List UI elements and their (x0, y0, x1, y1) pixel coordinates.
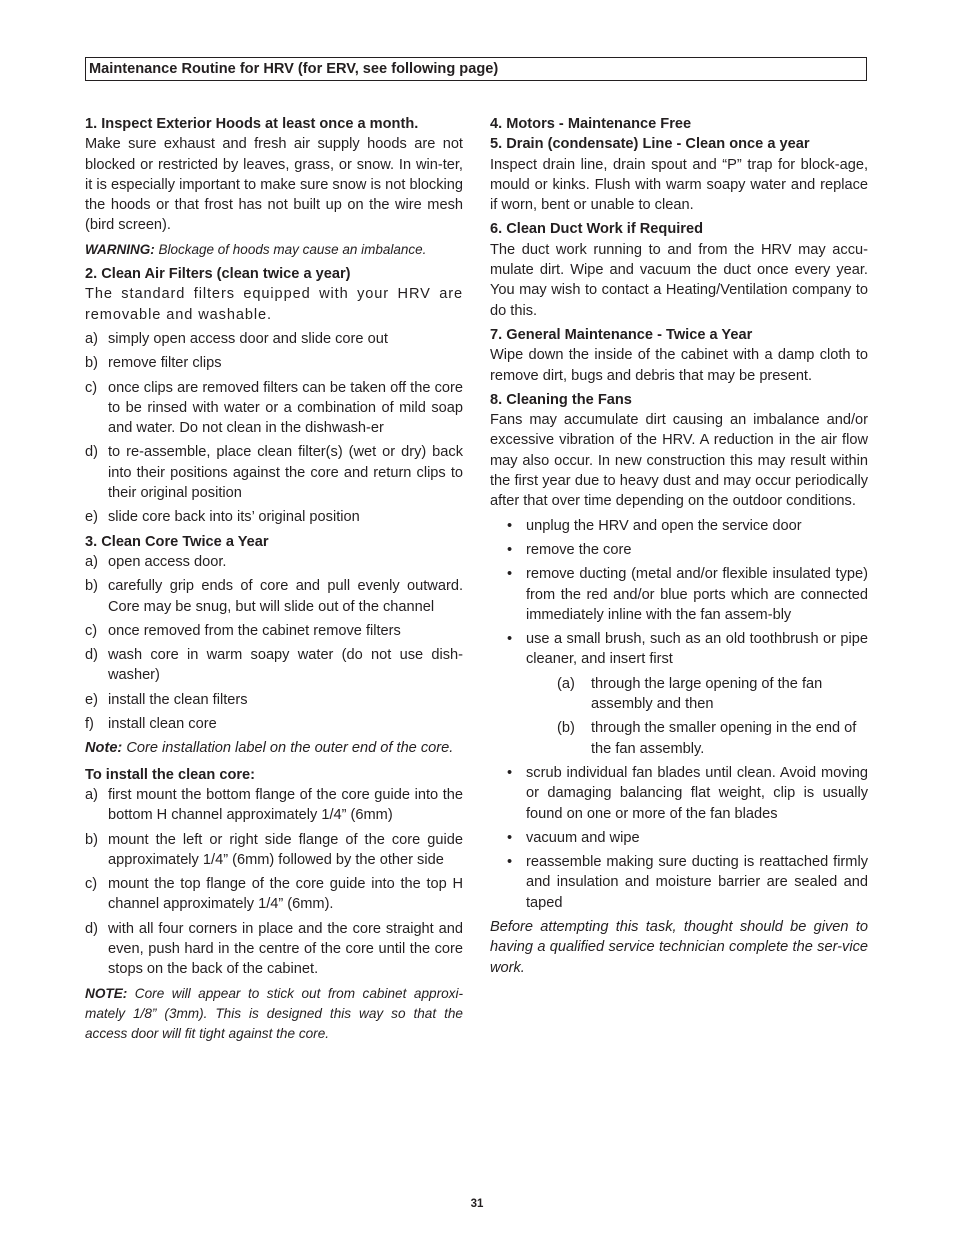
core-stick-out-note (85, 984, 463, 1045)
s2-title: 2. Clean Air Filters (clean twice a year) (85, 266, 351, 283)
left-column (85, 114, 463, 1044)
list-item (85, 874, 463, 915)
s6-title: 6. Clean Duct Work if Required (490, 221, 703, 238)
item-text: install the clean filters (108, 691, 248, 708)
item-text: open access door. (108, 553, 227, 570)
right-column (490, 114, 868, 978)
item-label: e) (85, 691, 98, 708)
bullet-dot: • (507, 764, 513, 781)
item-text: mount the left or right side flange of the core guide approximately 1/4” (6mm) followed by the other side (108, 831, 463, 868)
sub-item (490, 674, 868, 715)
s4-title: 4. Motors - Maintenance Free (490, 116, 692, 132)
item-label: d) (85, 647, 98, 664)
bullet-text: use a small brush, such as an old toothbrush or pipe cleaner, and insert first (526, 631, 868, 668)
s7-text: Wipe down the inside of the cabinet with a damp cloth to remove dirt, bugs and debris that may be present. (490, 347, 868, 384)
s1-text: Make sure exhaust and fresh air supply hoods are not blocked or restricted by leaves, grass, or snow. In win-ter, it is especially important to make sure snow is not blocking the hoods or that frost has not built up on the wire mesh (bird screen). (85, 136, 463, 234)
item-text: once clips are removed filters can be taken off the core to be rinsed with water or a combination of mild soap and water. Do not clean in the dishwash-er (108, 379, 463, 437)
note2-label: NOTE: (85, 985, 128, 1001)
s5-title: 5. Drain (condensate) Line - Clean once a year (490, 136, 810, 153)
list-item (85, 714, 463, 734)
core-note (85, 738, 463, 758)
item-label: a) (85, 330, 98, 347)
bullet-item (490, 564, 868, 625)
bullet-dot: • (507, 541, 513, 558)
list-item (85, 552, 463, 572)
bullet-text: reassemble making sure ducting is reattached firmly and insulation and moisture barrier are sealed and taped (526, 854, 868, 911)
bullet-item (490, 540, 868, 560)
list-item (85, 690, 463, 710)
section-header: Maintenance Routine for HRV (for ERV, see following page) (89, 61, 499, 77)
bullet-dot: • (507, 566, 513, 583)
warning-text: Blockage of hoods may cause an imbalance. (154, 241, 427, 257)
item-label: b) (85, 578, 98, 595)
item-text: wash core in warm soapy water (do not use dish-washer) (108, 647, 463, 684)
bullet-text: vacuum and wipe (526, 829, 640, 846)
item-text: simply open access door and slide core out (108, 330, 388, 347)
note2-text: Core will appear to stick out from cabinet approxi-mately 1/8” (3mm). This is designed this way so that the access door will fit tight against the core. (85, 985, 463, 1042)
list-item (85, 329, 463, 349)
item-text: carefully grip ends of core and pull evenly outward. Core may be snug, but will slide out of the channel (108, 578, 463, 615)
list-item (85, 621, 463, 641)
sub-text: through the smaller opening in the end of the fan assembly. (591, 720, 857, 757)
item-label: b) (85, 831, 98, 848)
bullet-text: remove ducting (metal and/or flexible insulated type) from the red and/or blue ports which are connected immediately inline with the fan assem-bly (526, 566, 868, 623)
list-item (85, 507, 463, 527)
item-label: a) (85, 553, 98, 570)
bullet-item (490, 852, 868, 913)
list-item (85, 378, 463, 439)
bullet-text: scrub individual fan blades until clean. Avoid moving or damaging balancing flat weight, clip is usually found on one or more of the fan blades (526, 764, 868, 822)
item-text: mount the top flange of the core guide into the top H channel approximately 1/4” (6mm). (108, 876, 463, 913)
list-item (85, 830, 463, 871)
list-item (85, 576, 463, 617)
item-text: slide core back into its’ original position (108, 509, 360, 526)
s7-title: 7. General Maintenance - Twice a Year (490, 326, 753, 343)
s8-title: 8. Cleaning the Fans (490, 391, 632, 408)
item-text: with all four corners in place and the core straight and even, push hard in the centre of the core until the core stops on the back of the cabinet. (108, 920, 463, 978)
list-item (85, 785, 463, 826)
item-label: c) (85, 622, 98, 639)
item-text: to re-assemble, place clean filter(s) (wet or dry) back into their positions against the core and return clips to their original position (108, 444, 463, 502)
item-label: b) (85, 355, 98, 372)
item-label: c) (85, 876, 98, 893)
item-text: remove filter clips (108, 355, 222, 372)
s6-text: The duct work running to and from the HRV may accu-mulate dirt. Wipe and vacuum the duct once every year. You may wish to contact a Heating/Ventilation company to do this. (490, 241, 868, 319)
page-number: 31 (470, 1198, 484, 1210)
bullet-item (490, 763, 868, 824)
install-title: To install the clean core: (85, 766, 256, 783)
warning-note (85, 240, 463, 260)
item-label: e) (85, 509, 98, 526)
item-text: once removed from the cabinet remove filters (108, 622, 401, 639)
list-item (85, 353, 463, 373)
bullet-dot: • (507, 829, 513, 846)
s8-text: Fans may accumulate dirt causing an imbalance and/or excessive vibration of the HRV. A reduction in the air flow may also occur. In new construction this may result within the first year due to heavy dust and may occur periodically after that over time depending on the outdoor conditions. (490, 412, 868, 510)
item-label: a) (85, 786, 98, 803)
sub-item (490, 718, 868, 759)
list-item (85, 919, 463, 980)
item-label: d) (85, 444, 98, 461)
list-item (85, 442, 463, 503)
s5-text: Inspect drain line, drain spout and “P” trap for block-age, mould or kinks. Flush with warm soapy water and replace if worn, bent or unable to clean. (490, 156, 868, 214)
item-label: f) (85, 716, 94, 733)
sub-label: (b) (557, 720, 575, 737)
bullet-text: remove the core (526, 541, 632, 558)
s2-text: The standard filters equipped with your HRV are removable and washable. (85, 286, 463, 323)
note-label: Note: (85, 740, 123, 757)
bullet-item (490, 629, 868, 670)
bullet-text: unplug the HRV and open the service door (526, 517, 802, 534)
sub-text: through the large opening of the fan assembly and then (591, 675, 823, 713)
bullet-dot: • (507, 854, 513, 871)
bullet-dot: • (507, 631, 513, 648)
warning-label: WARNING: (85, 241, 155, 257)
bullet-item (490, 516, 868, 536)
bullet-item (490, 828, 868, 848)
item-text: install clean core (108, 716, 217, 733)
note-text: Core installation label on the outer end of the core. (122, 740, 454, 757)
closing-note: Before attempting this task, thought should be given to having a qualified service technician complete the ser-vice work. (490, 918, 868, 976)
sub-label: (a) (557, 675, 575, 692)
item-label: d) (85, 920, 98, 937)
item-label: c) (85, 379, 98, 396)
s3-title: 3. Clean Core Twice a Year (85, 533, 269, 550)
item-text: first mount the bottom flange of the core guide into the bottom H channel approximately 1/4” (6mm) (108, 786, 463, 824)
s1-title: 1. Inspect Exterior Hoods at least once a month. (85, 116, 419, 132)
bullet-dot: • (507, 517, 513, 534)
section-header-box (85, 57, 867, 81)
list-item (85, 645, 463, 686)
